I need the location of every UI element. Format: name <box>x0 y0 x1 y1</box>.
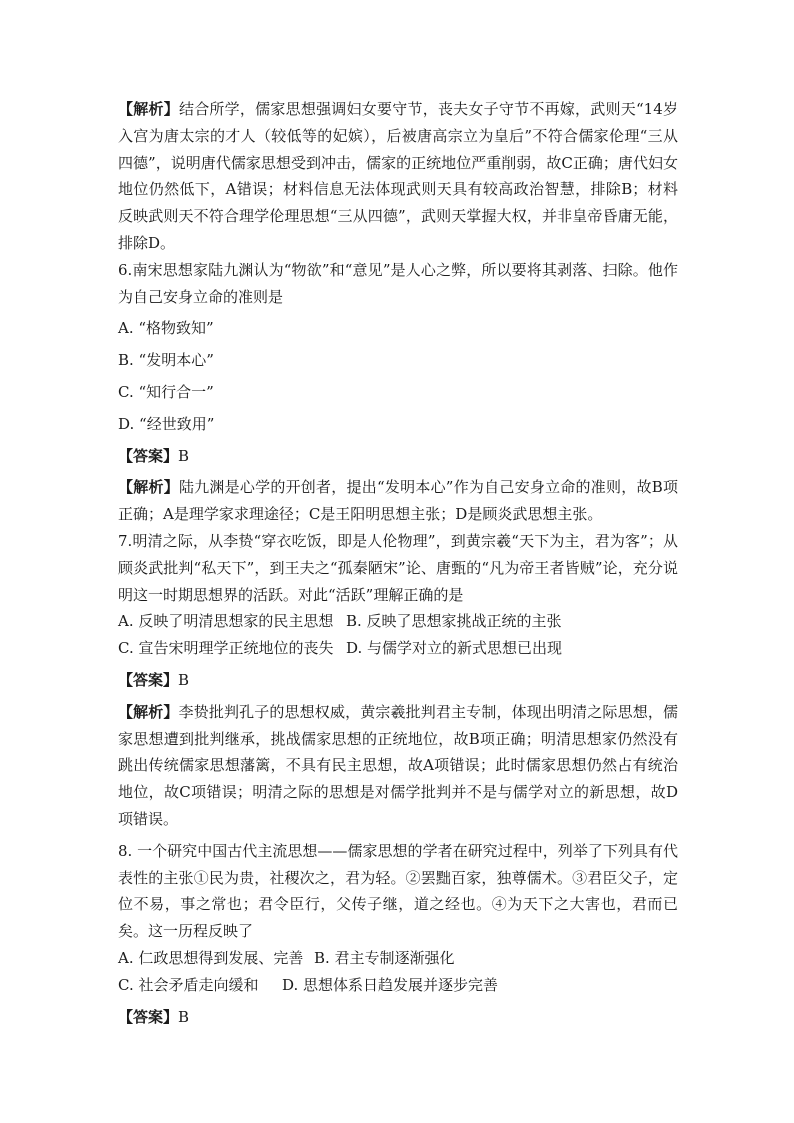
q8-option-a: A. 仁政思想得到发展、完善 <box>118 948 304 967</box>
q8-options-row-2 <box>118 972 678 999</box>
analysis-tag: 【解析】 <box>118 478 179 497</box>
q8-option-b: B. 君主专制逐渐强化 <box>314 948 455 967</box>
answer-tag: 【答案】 <box>118 446 179 465</box>
q7-options-row-2 <box>118 635 678 662</box>
q6-option-a: A. “格物致知” <box>118 319 214 338</box>
q7-analysis <box>118 699 678 833</box>
q5-analysis <box>118 96 678 257</box>
q8-stem: 8. 一个研究中国古代主流思想——儒家思想的学者在研究过程中，列举了下列具有代表性的主张①民为贵，社稷次之，君为轻。②罢黜百家，独尊儒术。③君臣父子，定位不易，事之常也；君令臣行，父传子继，道之经也。④为天下之大害也，君而已矣。这一历程反映了 <box>118 841 678 941</box>
answer-tag: 【答案】 <box>118 1007 179 1026</box>
q6-analysis <box>118 474 678 528</box>
q7-stem: 7.明清之际，从李贽“穿衣吃饭，即是人伦物理”，到黄宗羲“天下为主，君为客”；从顾炎武批判“私天下”，到王夫之“孤秦陋宋”论、唐甄的“凡为帝王者皆贼”论，充分说明这一时期思想界的活跃。对此“活跃”理解正确的是 <box>118 531 678 604</box>
q6-option-c: C. “知行合一” <box>118 382 214 401</box>
q6-option-d: D. “经世致用” <box>118 414 215 433</box>
q6-answer <box>118 443 678 470</box>
answer-tag: 【答案】 <box>118 670 179 689</box>
analysis-tag: 【解析】 <box>118 702 179 721</box>
q8-answer <box>118 1004 678 1031</box>
analysis-text: 李贽批判孔子的思想权威，黄宗羲批判君主专制，体现出明清之际思想，儒家思想遭到批判继承，挑战儒家思想的正统地位，故B项正确；明清思想家仍然没有跳出传统儒家思想藩篱，不具有民主思想，故A项错误；此时儒家思想仍然占有统治地位，故C项错误；明清之际的思想是对儒学批判并不是与儒学对立的新思想，故D项错误。 <box>118 702 678 828</box>
q7-option-a: A. 反映了明清思想家的民主思想 <box>118 612 334 631</box>
analysis-text: 结合所学，儒家思想强调妇女要守节，丧夫女子守节不再嫁，武则天“14岁入宫为唐太宗的才人（较低等的妃嫔），后被唐高宗立为皇后”不符合儒家伦理“三从四德”，说明唐代儒家思想受到冲击，儒家的正统地位严重削弱，故C正确；唐代妇女地位仍然低下，A错误；材料信息无法体现武则天具有较高政治智慧，排除B；材料反映武则天不符合理学伦理思想“三从四德”，武则天掌握大权，并非皇帝昏庸无能，排除D。 <box>118 100 678 252</box>
q7-option-d: D. 与儒学对立的新式思想已出现 <box>346 639 563 658</box>
answer-value: B <box>178 446 190 465</box>
document-page <box>118 96 678 1030</box>
analysis-text: 陆九渊是心学的开创者，提出“发明本心”作为自己安身立命的准则，故B项正确；A是理学家求理途径；C是王阳明思想主张；D是顾炎武思想主张。 <box>118 478 678 524</box>
analysis-tag: 【解析】 <box>118 100 179 118</box>
q7-answer <box>118 667 678 694</box>
answer-value: B <box>178 1007 190 1026</box>
q7-option-c: C. 宣告宋明理学正统地位的丧失 <box>118 639 334 658</box>
q6-option-b: B. “发明本心” <box>118 351 214 370</box>
q8-option-d: D. 思想体系日趋发展并逐步完善 <box>282 975 499 994</box>
answer-value: B <box>178 670 190 689</box>
q7-option-b: B. 反映了思想家挑战正统的主张 <box>346 612 562 631</box>
q8-options-row-1 <box>118 945 678 972</box>
q8-option-c: C. 社会矛盾走向缓和 <box>118 975 259 994</box>
q6-stem: 6.南宋思想家陆九渊认为“物欲”和“意见”是人心之弊，所以要将其剥落、扫除。他作为自己安身立命的准则是 <box>118 260 678 306</box>
q7-options-row-1 <box>118 608 678 635</box>
